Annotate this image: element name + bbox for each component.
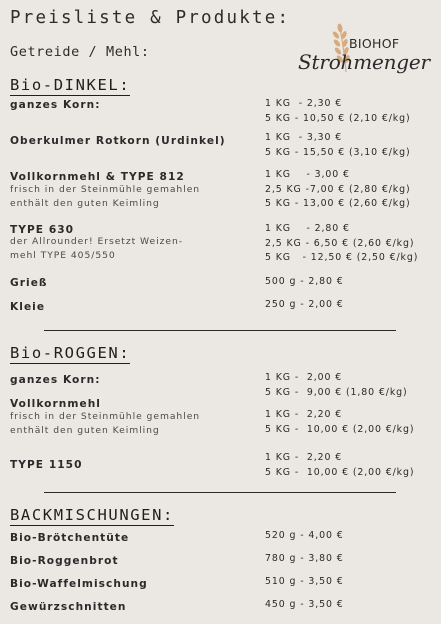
product-name: TYPE 1150 (10, 459, 83, 471)
product-name: TYPE 630 (10, 224, 75, 236)
product-prices: 500 g - 2,80 € (265, 276, 344, 287)
page-title: Preisliste & Produkte: (10, 8, 291, 28)
product-name: Vollkornmehl (10, 398, 101, 410)
product-description: frisch in der Steinmühle gemahlen enthält den guten Keimling (10, 411, 201, 436)
product-prices: 1 KG - 2,00 € 5 KG - 9,00 € (1,80 €/kg) (265, 372, 408, 398)
product-name: Bio-Waffelmischung (10, 578, 148, 590)
product-name: Bio-Roggenbrot (10, 555, 119, 567)
product-prices: 1 KG - 2,80 € 2,5 KG - 6,50 € (2,60 €/kg) 5 KG - 12,50 € (2,50 €/kg) (265, 223, 419, 263)
product-prices: 1 KG - 3,30 € 5 KG - 15,50 € (3,10 €/kg) (265, 132, 411, 158)
logo-biohof: BIOHOF (349, 36, 400, 51)
logo-strohmenger: Strohmenger (298, 50, 430, 74)
product-prices: 1 KG - 2,20 € 5 KG - 10,00 € (2,00 €/kg) (265, 452, 415, 478)
product-prices: 1 KG - 3,00 € 2,5 KG -7,00 € (2,80 €/kg) 5 KG - 13,00 € (2,60 €/kg) (265, 169, 411, 209)
product-prices: 520 g - 4,00 € (265, 530, 344, 541)
product-name: Kleie (10, 301, 46, 313)
product-prices: 780 g - 3,80 € (265, 553, 344, 564)
biohof-logo (296, 14, 430, 82)
product-prices: 250 g - 2,00 € (265, 299, 344, 310)
product-name: Vollkornmehl & TYPE 812 (10, 171, 185, 183)
section-divider (44, 330, 396, 331)
product-name: Grieß (10, 277, 48, 289)
product-prices: 1 KG - 2,30 € 5 KG - 10,50 € (2,10 €/kg) (265, 98, 411, 124)
product-name: Oberkulmer Rotkorn (Urdinkel) (10, 135, 226, 147)
section-divider (44, 492, 396, 493)
product-name: Gewürzschnitten (10, 601, 127, 613)
section-heading-dinkel: Bio-DINKEL: (10, 76, 131, 94)
product-name: ganzes Korn: (10, 99, 101, 111)
product-prices: 450 g - 3,50 € (265, 599, 344, 610)
product-name: Bio-Brötchentüte (10, 532, 130, 544)
product-name: ganzes Korn: (10, 374, 101, 386)
product-description: der Allrounder! Ersetzt Weizen- mehl TYPE 405/550 (10, 236, 184, 261)
section-heading-backmischungen: BACKMISCHUNGEN: (10, 506, 174, 524)
product-prices: 1 KG - 2,20 € 5 KG - 10,00 € (2,00 €/kg) (265, 409, 415, 435)
product-description: frisch in der Steinmühle gemahlen enthält den guten Keimling (10, 184, 201, 209)
page-subtitle: Getreide / Mehl: (10, 44, 150, 60)
product-prices: 510 g - 3,50 € (265, 576, 344, 587)
section-heading-roggen: Bio-ROGGEN: (10, 344, 131, 362)
